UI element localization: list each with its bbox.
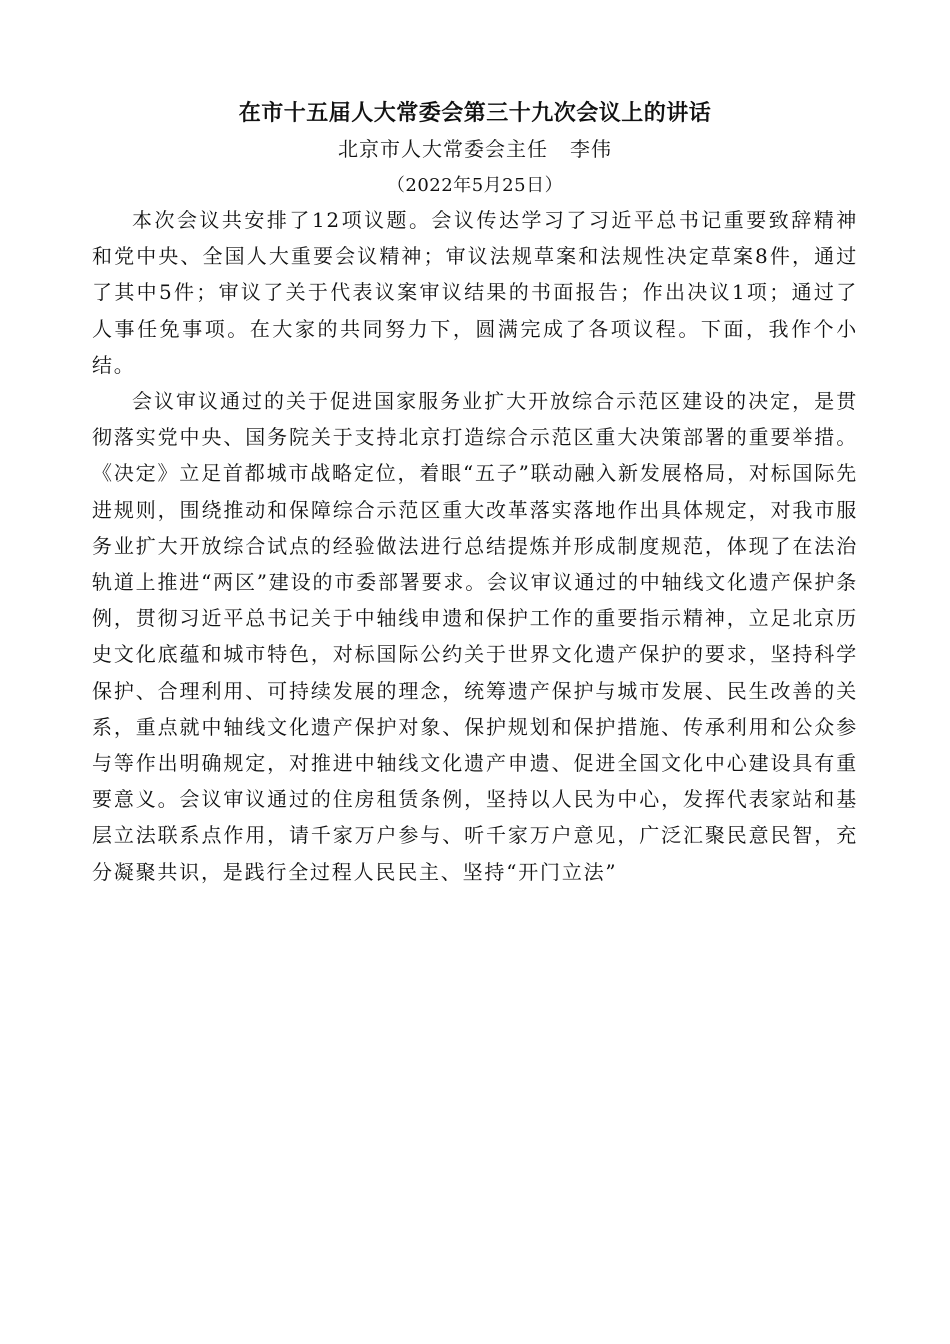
author-byline [0,133,950,165]
document-title: 在市十五届人大常委会第三十九次会议上的讲话 [238,100,712,126]
speech-date: （2022年5月25日） [386,175,564,196]
speech-body [92,202,858,890]
paragraph-summary: 本次会议共安排了12项议题。会议传达学习了习近平总书记重要致辞精神和党中央、全国人大重要会议精神；审议法规草案和法规性决定草案8件，通过了其中5件；审议了关于代表议案审议结果的书面报告；作出决议1项；通过了人事任免事项。在大家的共同努力下，圆满完成了各项议程。下面，我作个小结。 [92,208,858,377]
author-name: 李伟 [570,137,612,161]
paragraph-legislation: 会议审议通过的关于促进国家服务业扩大开放综合示范区建设的决定，是贯彻落实党中央、国务院关于支持北京打造综合示范区重大决策部署的重要举措。《决定》立足首都城市战略定位，着眼“五子”联动融入新发展格局，对标国际先进规则，围绕推动和保障综合示范区重大改革落实落地作出具体规定，对我市服务业扩大开放综合试点的经验做法进行总结提炼并形成制度规范，体现了在法治轨道上推进“两区”建设的市委部署要求。会议审议通过的中轴线文化遗产保护条例，贯彻习近平总书记关于中轴线申遗和保护工作的重要指示精神，立足北京历史文化底蕴和城市特色，对标国际公约关于世界文化遗产保护的要求，坚持科学保护、合理利用、可持续发展的理念，统筹遗产保护与城市发展、民生改善的关系，重点就中轴线文化遗产保护对象、保护规划和保护措施、传承利用和公众参与等作出明确规定，对推进中轴线文化遗产申遗、促进全国文化中心建设具有重要意义。会议审议通过的住房租赁条例，坚持以人民为中心，发挥代表家站和基层立法联系点作用，请千家万户参与、听千家万户意见，广泛汇聚民意民智，充分凝聚共识，是践行全过程人民民主、坚持“开门立法” [92,389,858,884]
author-role: 北京市人大常委会主任 [338,137,548,161]
